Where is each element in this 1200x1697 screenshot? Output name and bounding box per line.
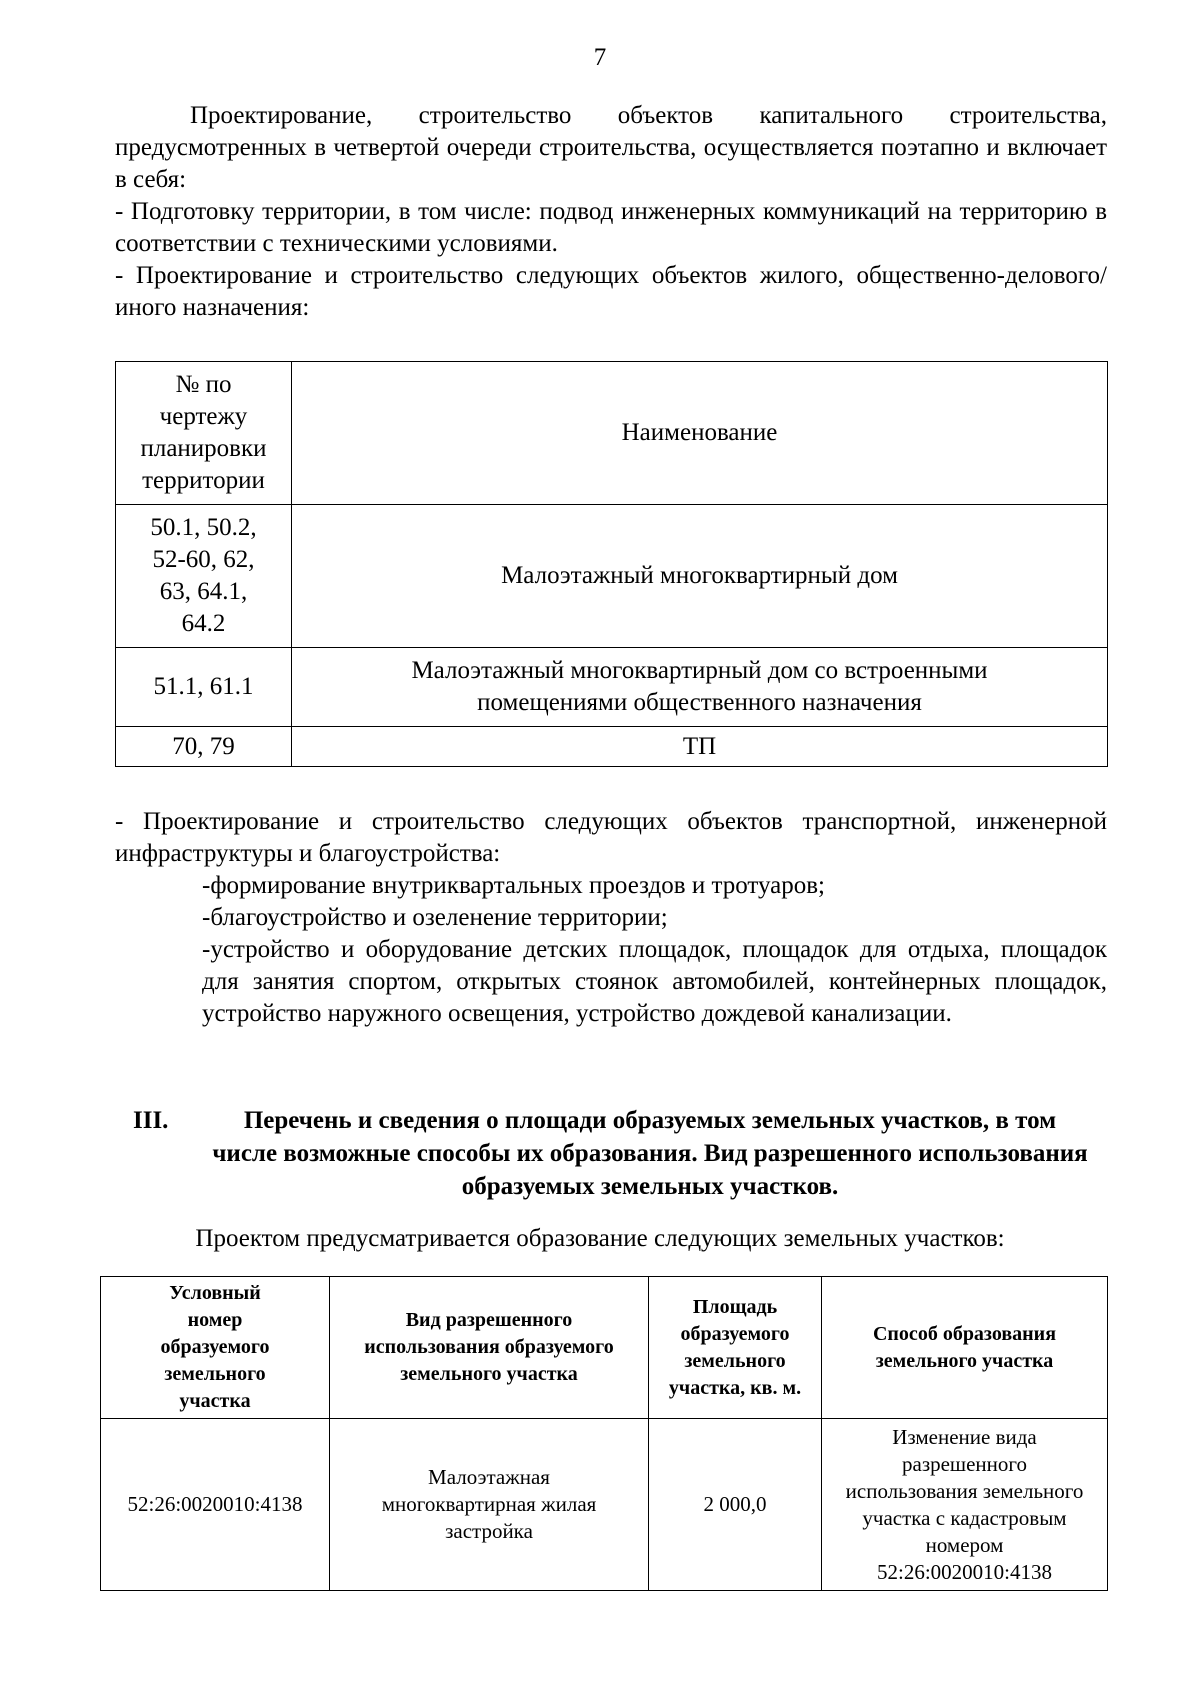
bullet-residential-objects: - Проектирование и строительство следующих объектов жилого, общественно-делового/иного назначения: — [115, 262, 1107, 321]
bullet-infrastructure: - Проектирование и строительство следующих объектов транспортной, инженерной инфраструктуры и благоустройства: — [115, 808, 1107, 867]
table-row — [116, 505, 1108, 648]
row-name: Малоэтажный многоквартирный дом — [292, 505, 1108, 648]
land-parcels-table — [100, 1276, 1108, 1591]
intro-paragraph: Проектирование, строительство объектов капитального строительства, предусмотренных в четвертой очереди строительства, осуществляется поэтапно и включает в себя: — [115, 102, 1107, 193]
row-name: Малоэтажный многоквартирный дом со встроенными помещениями общественного назначения — [292, 648, 1108, 727]
cell-parcel-number: 52:26:0020010:4138 — [101, 1419, 330, 1591]
page-number: 7 — [593, 44, 607, 71]
cell-formation-method: Изменение вида разрешенного использования земельного участка с кадастровым номером 52:26:0020010:4138 — [822, 1419, 1108, 1591]
sub-item-landscaping: -благоустройство и озеленение территории; — [202, 904, 668, 931]
bullet-territory-preparation: - Подготовку территории, в том числе: подвод инженерных коммуникаций на территорию в соответствии с техническими условиями. — [115, 198, 1107, 257]
header-parcel-number: Условный номер образуемого земельного участка — [101, 1277, 330, 1419]
table-row — [116, 648, 1108, 727]
header-name: Наименование — [292, 362, 1108, 505]
header-area: Площадь образуемого земельного участка, кв. м. — [649, 1277, 822, 1419]
row-number: 50.1, 50.2, 52-60, 62, 63, 64.1, 64.2 — [116, 505, 292, 648]
sub-item-driveways: -формирование внутриквартальных проездов и тротуаров; — [202, 872, 825, 899]
header-permitted-use: Вид разрешенного использования образуемого земельного участка — [330, 1277, 649, 1419]
section-number: III. — [133, 1107, 169, 1134]
header-formation-method: Способ образования земельного участка — [822, 1277, 1108, 1419]
row-name: ТП — [292, 727, 1108, 767]
cell-area: 2 000,0 — [649, 1419, 822, 1591]
table-row — [101, 1419, 1108, 1591]
cell-permitted-use: Малоэтажная многоквартирная жилая застройка — [330, 1419, 649, 1591]
objects-table — [115, 361, 1108, 767]
header-drawing-number: № по чертежу планировки территории — [116, 362, 292, 505]
row-number: 51.1, 61.1 — [116, 648, 292, 727]
sub-item-playgrounds: -устройство и оборудование детских площадок, площадок для отдыха, площадок для занятия спортом, открытых стоянок автомобилей, контейнерных площадок, устройство наружного освещения, устройство дождевой канализации. — [202, 936, 1107, 1027]
row-number: 70, 79 — [116, 727, 292, 767]
section-intro: Проектом предусматривается образование следующих земельных участков: — [195, 1225, 1005, 1252]
section-title: Перечень и сведения о площади образуемых земельных участков, в том числе возможные способы их образования. Вид разрешенного использования образуемых земельных участков. — [212, 1107, 1088, 1200]
table-row — [116, 727, 1108, 767]
